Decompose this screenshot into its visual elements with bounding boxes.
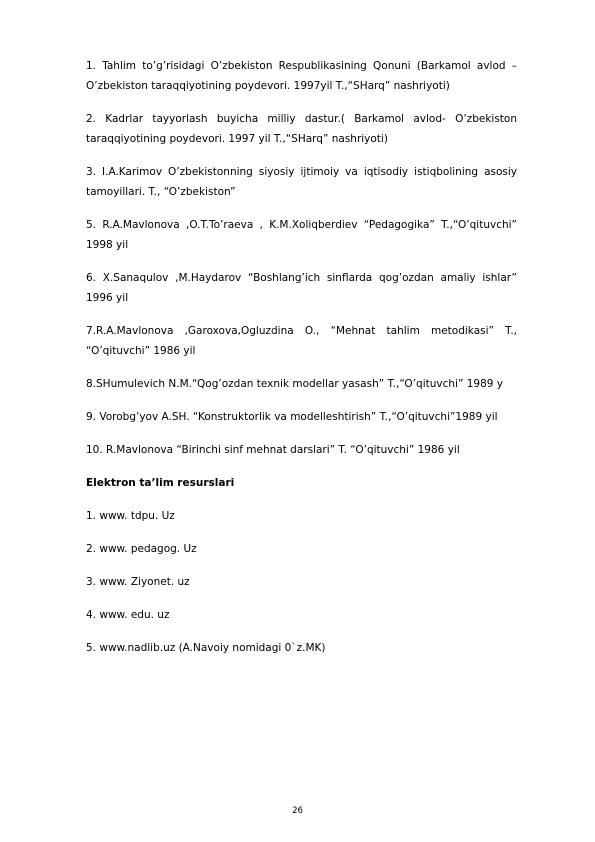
- resource-link-2[interactable]: 2. www. pedagog. Uz: [86, 543, 197, 555]
- resources-heading: Elektron ta’lim resurslari: [86, 477, 235, 489]
- page-number: 26: [292, 806, 303, 816]
- document-page: [86, 56, 517, 671]
- reference-item-9: 9. Vorobg’yov A.SH. “Konstruktorlik va modelleshtirish” T.,“O’qituvchi”1989 yil: [86, 411, 498, 423]
- reference-item-5: 5. R.A.Mavlonova ,O.T.To’raeva , K.M.Xoliqberdiev “Pedagogika” T.,“O’qituvchi” 1998 yil: [86, 219, 517, 251]
- reference-item-1: 1. Tahlim to’g’risidagi O’zbekiston Respublikasining Qonuni (Barkamol avlod – O’zbekiston taraqqiyotining poydevori. 1997yil T.,“SHarq” nashriyoti): [86, 60, 517, 92]
- reference-item-3: 3. I.A.Karimov O’zbekistonning siyosiy ijtimoiy va iqtisodiy istiqbolining asosiy tamoyillari. T., “O’zbekiston”: [86, 166, 517, 198]
- resource-link-5[interactable]: 5. www.nadlib.uz (A.Navoiy nomidagi 0`z.MK): [86, 642, 326, 654]
- reference-item-10: 10. R.Mavlonova “Birinchi sinf mehnat darslari” T. “O’qituvchi” 1986 yil: [86, 444, 460, 456]
- reference-item-8: 8.SHumulevich N.M.“Qog’ozdan texnik modellar yasash” T.,“O’qituvchi” 1989 y: [86, 378, 503, 390]
- reference-item-7: 7.R.A.Mavlonova ,Garoxova,Ogluzdina O., “Mehnat tahlim metodikasi” T., “O’qituvchi” 1986 yil: [86, 325, 517, 357]
- resource-link-1[interactable]: 1. www. tdpu. Uz: [86, 510, 175, 522]
- resource-link-3[interactable]: 3. www. Ziyonet. uz: [86, 576, 190, 588]
- reference-item-6: 6. X.Sanaqulov ,M.Haydarov “Boshlang’ich sinflarda qog’ozdan amaliy ishlar” 1996 yil: [86, 272, 517, 304]
- reference-item-2: 2. Kadrlar tayyorlash buyicha milliy dastur.( Barkamol avlod- O’zbekiston taraqqiyotining poydevori. 1997 yil T.,“SHarq” nashriyoti): [86, 113, 517, 145]
- resource-link-4[interactable]: 4. www. edu. uz: [86, 609, 170, 621]
